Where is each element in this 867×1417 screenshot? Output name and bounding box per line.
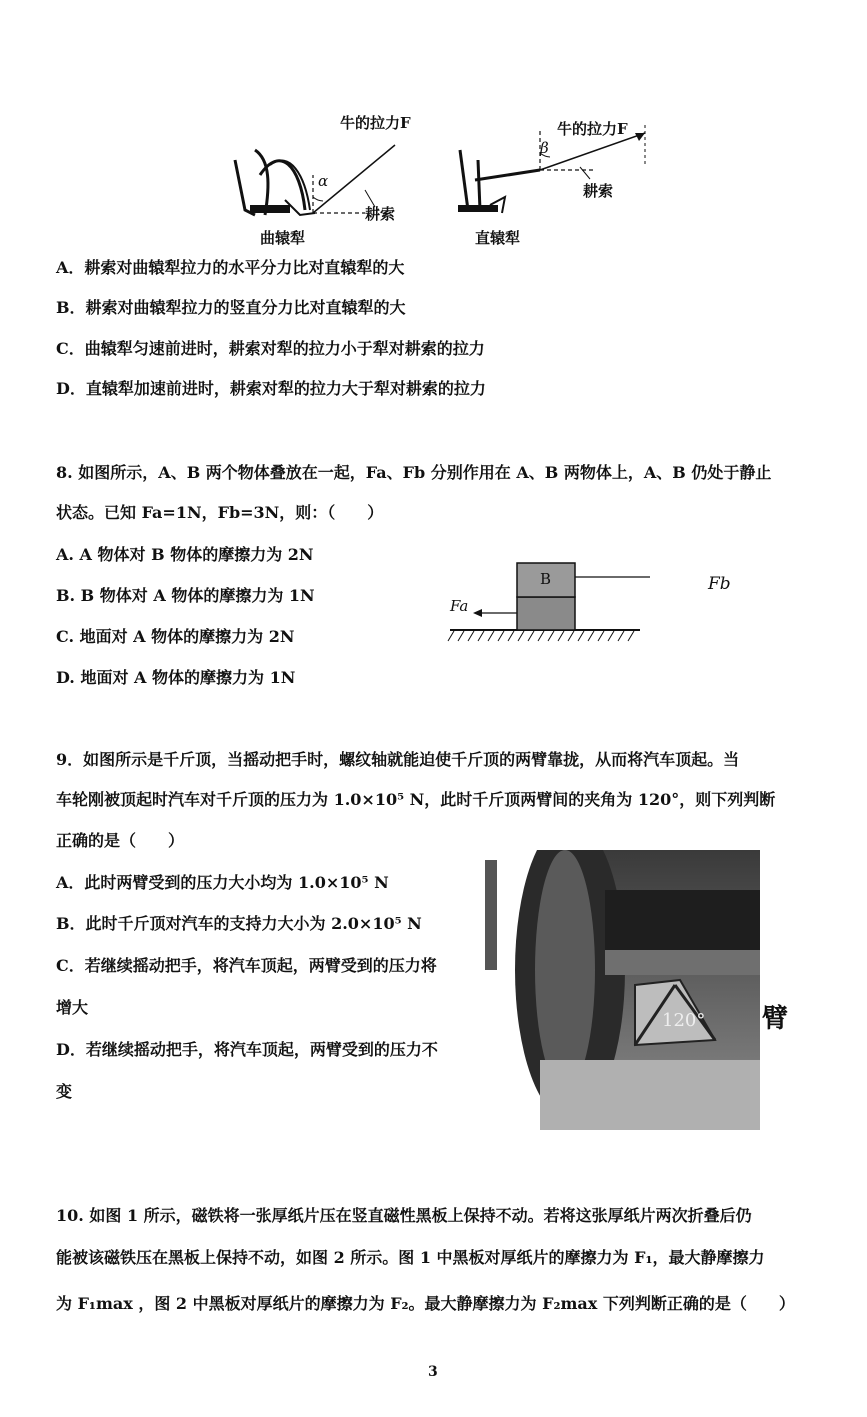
curved-plow-rope-label: 耕索 <box>365 205 396 223</box>
car-jack-photo <box>485 850 760 1130</box>
q9-option-c-cont: 增大 <box>56 998 89 1017</box>
page-number: 3 <box>428 1364 438 1380</box>
curved-plow-force-label: 牛的拉力F <box>340 114 411 132</box>
straight-plow-force-label: 牛的拉力F <box>557 120 628 138</box>
straight-plow-caption: 直辕犁 <box>475 229 521 247</box>
q9-stem-line1: 9．如图所示是千斤顶，当摇动把手时，螺纹轴就能迫使千斤顶的两臂靠拢，从而将汽车顶起。当 <box>56 750 740 769</box>
q10-stem-line2: 能被该磁铁压在黑板上保持不动，如图 2 所示。图 1 中黑板对厚纸片的摩擦力为 F₁，最大静摩擦力 <box>56 1248 765 1267</box>
curved-plow-caption: 曲辕犁 <box>260 229 306 247</box>
curved-plow-angle-label: α <box>318 172 329 190</box>
q9-option-a: A．此时两臂受到的压力大小均为 1.0×10⁵ N <box>56 873 389 892</box>
q9-option-d: D．若继续摇动把手，将汽车顶起，两臂受到的压力不 <box>56 1040 438 1059</box>
straight-plow-angle-label: β <box>540 139 549 157</box>
q10-stem-line1: 10. 如图 1 所示，磁铁将一张厚纸片压在竖直磁性黑板上保持不动。若将这张厚纸片两次折叠后仍 <box>56 1206 752 1225</box>
jack-arm-label: 臂 <box>762 1004 789 1034</box>
q8-option-a: A. A 物体对 B 物体的摩擦力为 2N <box>56 545 314 564</box>
force-b-label: Fb <box>708 574 731 594</box>
q8-option-d: D. 地面对 A 物体的摩擦力为 1N <box>56 668 296 687</box>
q8-stem-line2: 状态。已知 Fa=1N，Fb=3N，则：（ ） <box>56 503 384 522</box>
q8-option-b: B. B 物体对 A 物体的摩擦力为 1N <box>56 586 315 605</box>
q9-option-d-cont: 变 <box>56 1082 73 1101</box>
force-a-label: Fa <box>450 597 469 615</box>
jack-angle-label: 120° <box>662 1010 706 1031</box>
block-b-label: B <box>540 570 552 588</box>
q10-stem-line3: 为 F₁max ，图 2 中黑板对厚纸片的摩擦力为 F₂。最大静摩擦力为 F₂max 下列判断正确的是（ ） <box>56 1294 795 1313</box>
q8-stem-line1: 8. 如图所示，A、B 两个物体叠放在一起，Fa、Fb 分别作用在 A、B 两物体上，A、B 仍处于静止 <box>56 463 772 482</box>
q7-option-a: A．耕索对曲辕犁拉力的水平分力比对直辕犁的大 <box>56 258 405 277</box>
q9-stem-line2: 车轮刚被顶起时汽车对千斤顶的压力为 1.0×10⁵ N，此时千斤顶两臂间的夹角为 120°，则下列判断 <box>56 790 776 809</box>
q9-option-b: B．此时千斤顶对汽车的支持力大小为 2.0×10⁵ N <box>56 914 422 933</box>
q7-option-c: C．曲辕犁匀速前进时，耕索对犁的拉力小于犁对耕索的拉力 <box>56 339 485 358</box>
q9-stem-line3: 正确的是（ ） <box>56 831 185 850</box>
q7-option-d: D．直辕犁加速前进时，耕索对犁的拉力大于犁对耕索的拉力 <box>56 379 486 398</box>
straight-plow-rope-label: 耕索 <box>583 182 614 200</box>
q7-option-b: B．耕索对曲辕犁拉力的竖直分力比对直辕犁的大 <box>56 298 406 317</box>
q9-option-c: C．若继续摇动把手，将汽车顶起，两臂受到的压力将 <box>56 956 437 975</box>
q8-option-c: C. 地面对 A 物体的摩擦力为 2N <box>56 627 295 646</box>
